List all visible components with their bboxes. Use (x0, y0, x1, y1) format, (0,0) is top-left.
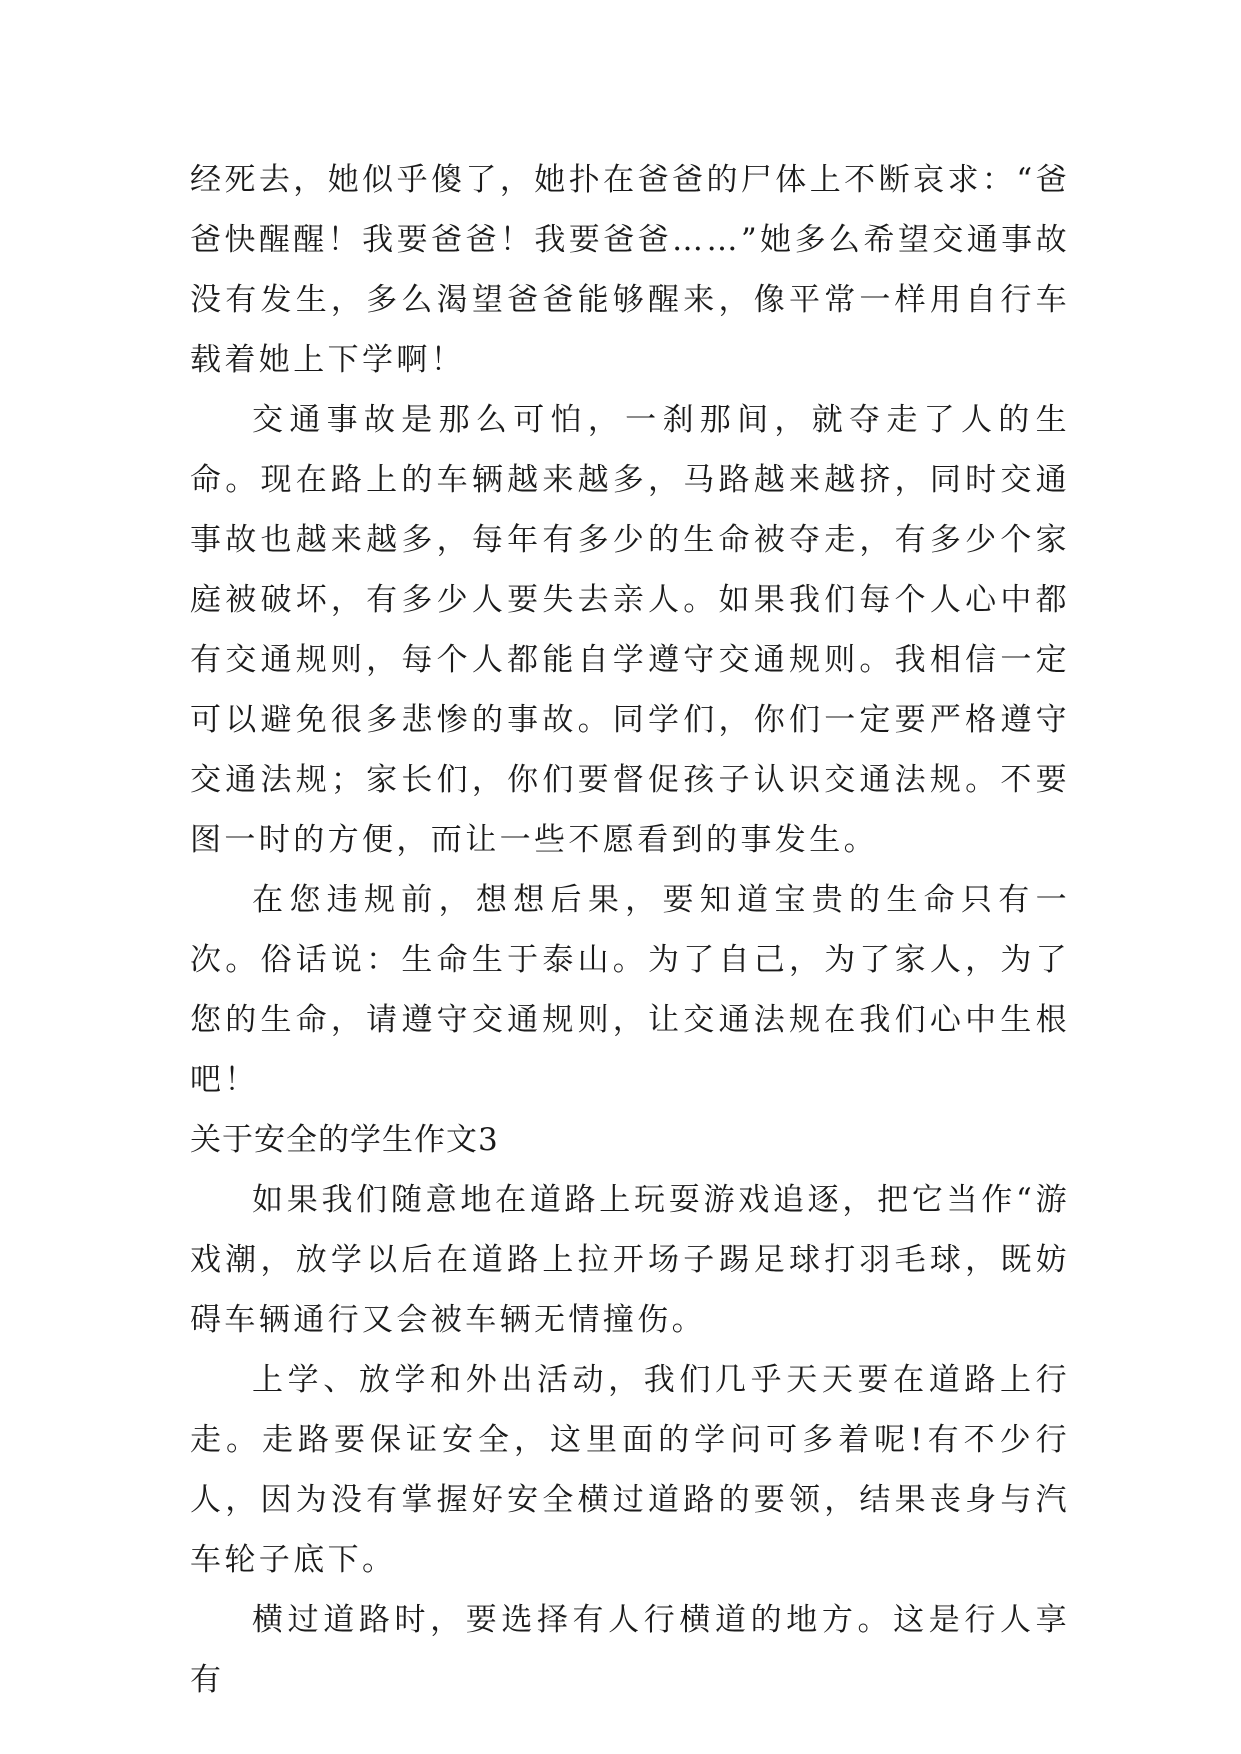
section-heading: 关于安全的学生作文3 (190, 1122, 499, 1158)
paragraph-before-violation: 在您违规前，想想后果，要知道宝贵的生命只有一次。俗话说：生命生于泰山。为了自己，为了家人，为了您的生命，请遵守交通规则，让交通法规在我们心中生根吧！ (190, 882, 1070, 1098)
paragraph-crossing-road: 横过道路时，要选择有人行横道的地方。这是行人享有 (190, 1602, 1070, 1698)
paragraph-continued: 经死去，她似乎傻了，她扑在爸爸的尸体上不断哀求：“爸爸快醒醒！我要爸爸！我要爸爸……”她多么希望交通事故没有发生，多么渴望爸爸能够醒来，像平常一样用自行车载着她上下学啊！ (190, 162, 1070, 378)
paragraph-traffic-accident: 交通事故是那么可怕，一刹那间，就夺走了人的生命。现在路上的车辆越来越多，马路越来越挤，同时交通事故也越来越多，每年有多少的生命被夺走，有多少个家庭被破坏，有多少人要失去亲人。如果我们每个人心中都有交通规则，每个人都能自学遵守交通规则。我相信一定可以避免很多悲惨的事故。同学们，你们一定要严格遵守交通法规；家长们，你们要督促孩子认识交通法规。不要图一时的方便，而让一些不愿看到的事发生。 (190, 402, 1070, 858)
paragraph-walking-safety: 上学、放学和外出活动，我们几乎天天要在道路上行走。走路要保证安全，这里面的学问可多着呢!有不少行人，因为没有掌握好安全横过道路的要领，结果丧身与汽车轮子底下。 (190, 1362, 1070, 1578)
document-body (190, 150, 1070, 1710)
paragraph-playing-on-road: 如果我们随意地在道路上玩耍游戏追逐，把它当作“游戏潮，放学以后在道路上拉开场子踢足球打羽毛球，既妨碍车辆通行又会被车辆无情撞伤。 (190, 1182, 1070, 1338)
